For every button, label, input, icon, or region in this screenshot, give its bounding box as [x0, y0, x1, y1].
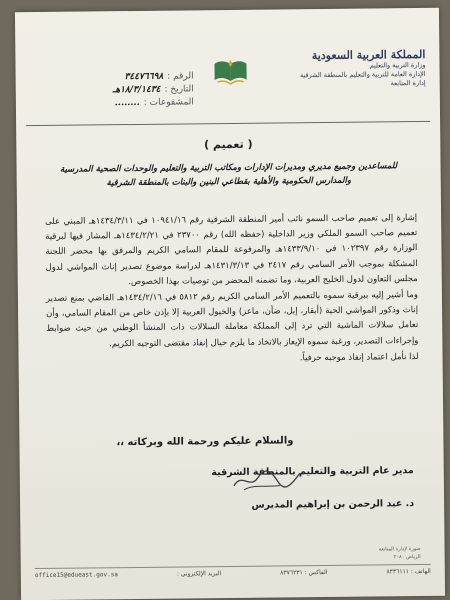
footer-email-label: البريد الإلكتروني : — [176, 570, 222, 578]
document-title: ( تعميم ) — [203, 137, 253, 152]
ref-number-label: الرقم : — [167, 71, 194, 82]
closing-salutation: والسلام عليكم ورحمة الله وبركاته ،، — [116, 435, 294, 449]
body-paragraph: إشارة إلى تعميم صاحب السمو نائب أمير المنطقة الشرقية رقم ١٠٩٤١/١٦ في ١٤٣٤/٣/١١هـ المبني على تعميم صاحب السمو الملكي وزير الداخلية (حفظه الله) رقم ٢٣٧٠٠ في ١٤٣٤/٢/٢١هـ المشار فيها لبرقية الوزارة رقم ١٠٢٣٩٧ في ١٤٣٣/٩/١٠هـ والمرفوعة للمقام السامي الكريم والمرفق بها محضر اللجنة المشكلة بموجب الأمر السامي رقم ٢٤١٧ في ١٤٣١/٣/١٣هـ لدراسة موضوع تصدير إناث المواشي لدول مجلس التعاون لدول الخليج العربية، وما تضمنه المحضر من توصيات بهذا الخصوص. — [45, 213, 418, 287]
reference-box — [34, 70, 194, 111]
date-label: التاريخ : — [164, 84, 194, 95]
date-value: ١٨/٣/١٤٣٤هـ — [112, 84, 161, 96]
signatory-position: مدير عام التربية والتعليم بالمنطقة الشرقية — [211, 465, 414, 479]
letterhead-ministry — [275, 48, 425, 90]
footer-phone: الهاتف : ٨٣٣٦١١١ — [386, 567, 431, 576]
signatory-name: د. عبد الرحمن بن إبراهيم المديرس — [251, 498, 415, 511]
addressee: للمساعدين وجميع مديري ومديرات الإدارات ومكاتب التربية والتعليم والوحدات الصحية المدرسية والمدارس الحكومية والأهلية بقطاعي البنين والبنات بالمنطقة الشرقية — [59, 161, 398, 189]
ministry-logo — [200, 58, 260, 107]
ref-number-value: ٣٤٤٧٦٦٩٨ — [124, 71, 164, 83]
document-body — [45, 211, 419, 370]
ministry-line: وزارة التربية والتعليم — [369, 60, 426, 70]
body-paragraph: لذا نأمل اعتماد إنفاذ موجبه حرفياً. — [299, 351, 419, 364]
cc-line: الرياض ٢٠٨٠ — [393, 554, 421, 561]
attachments-label: المشفوعات : — [143, 97, 194, 108]
attachments-value: ........ — [114, 97, 140, 109]
kingdom-name: المملكة العربية السعودية — [311, 47, 426, 63]
cc-list — [379, 545, 421, 561]
directorate-line: الإدارة العامة للتربية والتعليم بالمنطقة الشرقية — [299, 69, 426, 80]
header-divider — [26, 121, 430, 126]
footer-fax: الفاكس : ٨٣٧٦٢٣١ — [280, 568, 328, 577]
body-paragraph: وما أشير إليه ببرقية سموه بالتعميم الأمر السامي الكريم رقم ٥٨١٢ في ١٤٣٤/٢/١٦هـ القاضي بمنع تصدير إناث وذكور المواشي الحية (أبقار، إبل، ضأن، ماعز) والخيول العربية إلا بإذن خاص من المقام السامي، وأن تعامل سلالات الماشية التي ترد إلى المملكة معاملة السلالات ذات المنشأ الوطني من حيث ضوابط وإجراءات التصدير، ورغبة سموه الإيعاز بالاتخاذ ما يلزم حيال إنفاذ مقتضى التوجيه الكريم. — [45, 290, 419, 349]
footer — [35, 568, 431, 579]
handwritten-signature-icon — [232, 467, 302, 494]
document-page — [15, 8, 445, 600]
department-line: إدارة المتابعة — [390, 78, 426, 88]
attachments-row — [34, 96, 194, 111]
book-logo-icon — [212, 58, 248, 88]
footer-email: office15@edueast.gov.sa — [34, 571, 118, 580]
cc-line: صورة لإدارة المتابعة — [378, 546, 421, 553]
